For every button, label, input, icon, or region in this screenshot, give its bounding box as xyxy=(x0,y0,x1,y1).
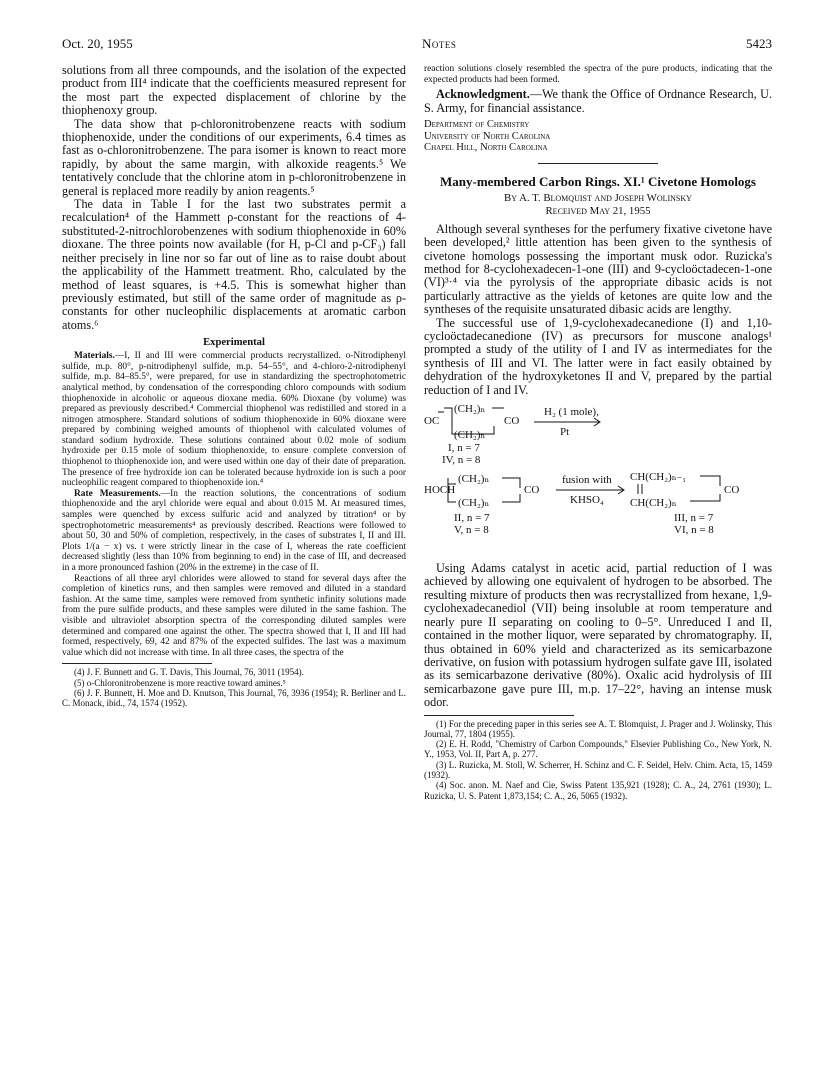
rate-heading: Rate Measurements. xyxy=(74,488,161,499)
header-date: Oct. 20, 1955 xyxy=(62,36,133,51)
right-footnotes xyxy=(424,719,772,801)
rate-text: —In the reaction solutions, the concentrations of sodium thiophenoxide and the aryl chloride were equal and about 0.015 M. At measured times, samples were quenched by excess sulfuric acid and analyzed by titration⁴ or by spectrophotometric measurements⁴ as previously described. Reactions were followed to about 50, 30 and 50% of completion, respectively, in the cases of substrates I, II and III. Plots 1/(a − x) vs. t were strictly linear in the case of I, whereas the rate coefficient decreased slightly (less than 10% from beginning to end) in the case of III, and decreased in a more pronounced fashion (20% in the extreme) in the case of II. xyxy=(62,488,406,573)
scheme-label-v: V, n = 8 xyxy=(454,524,489,537)
scheme-r1-catalyst: Pt xyxy=(560,426,570,439)
footnote-4-right: (4) Soc. anon. M. Naef and Cie, Swiss Patent 135,921 (1928); C. A., 24, 2761 (1930); L. Ruzicka, U. S. Patent 1,873,154; C. A., 26, 5065 (1932). xyxy=(424,780,772,801)
footnote-4: (4) J. F. Bunnett and G. T. Davis, This Journal, 76, 3011 (1954). xyxy=(74,667,304,678)
scheme-r2-bottom-chain: (CH₂)ₙ xyxy=(458,497,490,510)
materials-heading: Materials. xyxy=(74,351,115,362)
article-divider xyxy=(538,163,658,164)
article-title: Many-membered Carbon Rings. XI.¹ Civetone Homologs xyxy=(439,173,756,189)
materials-text: —I, II and III were commercial products recrystallized. o-Nitrodiphenyl sulfide, m.p. 80°, p-nitrodiphenyl sulfide, m.p. 54–55°, and 4-chloro-2-nitrodiphenyl sulfide, m.p. 84–85.5°, were prepared, for use in standardizing the spectrophotometric analytical method, by condensation of the corresponding chloro compounds with sodium thiophenoxide in alcoholic or aqueous dioxane media. 60% Dioxane (by volume) was prepared as previously described.⁴ Commercial thiophenol was redistilled and stored in a nitrogen atmosphere. Standard solutions of sodium thiophenoxide in 60% dioxane were prepared by combining weighed amounts of thiophenol with calculated volumes of standard sodium hydroxide. These solutions contained about 0.02 mole of sodium hydroxide per 0.15 mole of sodium thiophenoxide, to ensure complete conversion of thiophenol to thiophenoxide ion, and were used within one day of their date of preparation. The presence of free hydroxide ion can be tolerated because hydroxide ion is such a poor nucleophilic reagent compared to thiophenoxide ion.⁴ xyxy=(62,351,406,489)
left-column xyxy=(62,64,406,709)
acknowledgment-text: —We thank the Office of Ordnance Research, U. S. Army, for financial assistance. xyxy=(424,87,772,115)
article-received-date: Received May 21, 1955 xyxy=(545,204,651,217)
affiliation xyxy=(424,119,772,154)
footnote-3: (3) L. Ruzicka, M. Stoll, W. Scherrer, H. Schinz and C. F. Seidel, Helv. Chim. Acta, 15, 1459 (1932). xyxy=(424,759,772,781)
scheme-r1-reagent: H₂ (1 mole), xyxy=(544,406,599,419)
scheme-label-i: I, n = 7 xyxy=(448,442,480,455)
acknowledgment-paragraph xyxy=(424,88,772,115)
footnote-rule xyxy=(62,663,212,664)
left-paragraph-2: The data show that p-chloronitrobenzene reacts with sodium thiophenoxide, under the conditions of our experiments, 6.4 times as fast as o-chloronitrobenzene. The para isomer is known to react more rapidly, by about the same margin, with alkoxide reagents.⁵ We tentatively conclude that the chlorine atom in p-chloronitrobenzene in general is replaced more readily by anion reagents.⁵ xyxy=(62,116,406,198)
footnote-2: (2) E. H. Rodd, "Chemistry of Carbon Compounds," Elsevier Publishing Co., New York, N. Y., 1953, Vol. II, Part A, p. 277. xyxy=(424,739,772,760)
scheme-r2-reagent: fusion with xyxy=(562,474,612,487)
header-section: Notes xyxy=(422,36,457,51)
scheme-r2-hoch: HOCH xyxy=(424,484,456,497)
right-intro: reaction solutions closely resembled the spectra of the pure products, indicating that the expected products had been formed. xyxy=(424,64,772,85)
scheme-r1-top-chain: (CH₂)ₙ xyxy=(454,403,486,416)
footnote-6: (6) J. F. Bunnett, H. Moe and D. Knutson, This Journal, 76, 3936 (1954); R. Berliner and L. C. Monack, ibid., 74, 1574 (1952). xyxy=(62,687,406,709)
footnote-5: (5) o-Chloronitrobenzene is more reactive toward amines.⁵ xyxy=(74,677,286,688)
rate-paragraph xyxy=(62,489,406,574)
right-paragraph-3: Using Adams catalyst in acetic acid, partial reduction of I was achieved by allowing one equivalent of hydrogen to be absorbed. The resulting mixture of products then was recrystallized from hexane, 1,9-cyclohexadecanediol (VII) being insoluble at room temperature and nearly pure II separating on cooling to 0–5°. Unreduced I and II, contained in the mother liquor, were separated by chromatography. II, thus obtained in 60% yield and characterized as its semicarbazone derivative, on fusion with potassium hydrogen sulfate gave III, isolated as its semicarbazone derivative (80%). Oxalic acid hydrolysis of III semicarbazone gave pure III, m.p. 17–22°, having an intense musk odor. xyxy=(424,561,772,710)
article-byline: By A. T. Blomquist and Joseph Wolinsky xyxy=(504,191,692,204)
scheme-label-iii: III, n = 7 xyxy=(674,512,714,525)
scheme-r2-catalyst: KHSO₄ xyxy=(570,494,604,507)
scheme-product-co: CO xyxy=(724,484,740,497)
experimental-heading: Experimental xyxy=(203,337,265,349)
page-header xyxy=(62,36,772,52)
reactions-paragraph: Reactions of all three aryl chlorides were allowed to stand for several days after the completion of kinetics runs, and then samples were removed and diluted in a standard fashion. At the same time, samples were removed from synthetic infinity solutions made from the pure sulfide products, and these samples were diluted in the same fashion. The visible and ultraviolet absorption spectra of the corresponding diluted samples were determined and compared one against the other. The spectra showed that I, II and III had formed, respectively, 69, 42 and 87% of the expected sulfides. The last was a maximum value which did not increase with time. In all three cases, the spectra of the xyxy=(62,573,406,658)
right-footnote-rule xyxy=(424,715,574,716)
scheme-label-iv: IV, n = 8 xyxy=(442,454,481,467)
right-column xyxy=(424,64,772,801)
header-page-number: 5423 xyxy=(746,36,772,51)
scheme-r2-co: CO xyxy=(524,484,540,497)
right-paragraph-1: Although several syntheses for the perfumery fixative civetone have been developed,² little attention has been given to the synthesis of civetone homologs possessing the important musk odor. Ruzicka's method for 8-cyclohexadecen-1-one (III) and 9-cycloöctadecen-1-one (VI)³·⁴ via the pyrolysis of the appropriate dibasic acids is not particularly attractive as the yields of ketones are quite low and the syntheses of the requisite unsaturated dibasic acids are lengthy. xyxy=(424,221,772,317)
scheme-product-top: CH(CH₂)ₙ₋₁ xyxy=(630,471,687,484)
scheme-label-vi: VI, n = 8 xyxy=(674,524,714,537)
scheme-r1-co: CO xyxy=(504,415,520,428)
scheme-r2-top-chain: (CH₂)ₙ xyxy=(458,473,490,486)
left-footnotes xyxy=(62,667,406,708)
affiliation-line-3: Chapel Hill, North Carolina xyxy=(424,142,548,154)
right-paragraph-2: The successful use of 1,9-cyclohexadecanedione (I) and 1,10-cycloöctadecanedione (IV) as precursors for muscone analogs¹ prompted a study of the utility of I and IV as intermediates for the synthesis of III and VI. The latter were in fact easily obtained by dehydration of the hydroxyketones II and V, prepared by the partial reduction of I and IV. xyxy=(424,315,772,397)
footnote-1: (1) For the preceding paper in this series see A. T. Blomquist, J. Prager and J. Wolinsky, This Journal, 77, 1804 (1955). xyxy=(424,718,772,739)
left-paragraph-1: solutions from all three compounds, and the isolation of the expected product from III⁴ indicate that the coefficients measured represent for the most part the expected displacement of chlorine by the thiophenoxy group. xyxy=(62,63,406,118)
scheme-r1-oc: OC xyxy=(424,415,440,428)
affiliation-line-2: University of North Carolina xyxy=(424,130,551,142)
scheme-label-ii: II, n = 7 xyxy=(454,512,490,525)
left-paragraph-3: The data in Table I for the last two substrates permit a recalculation⁴ of the Hammett ρ-constant for the reactions of 4-substituted-2-nitrochlorobenzenes with sodium thiophenoxide in 60% dioxane. The three points now available (for H, p-Cl and p-CF₃) fall neither precisely in line nor so far out of line as to raise doubt about the applicability of the Hammett treatment. Rho, calculated by the method of least squares, is +4.5. This is somewhat higher than previously estimated, but still of the same order of magnitude as ρ-constants for other nucleophilic displacements at aromatic carbon atoms.⁶ xyxy=(62,197,406,332)
materials-paragraph xyxy=(62,351,406,489)
affiliation-line-1: Department of Chemistry xyxy=(424,119,530,130)
acknowledgment-heading: Acknowledgment. xyxy=(436,87,530,102)
scheme-product-bottom: CH(CH₂)ₙ xyxy=(630,497,677,510)
reaction-scheme xyxy=(424,400,772,558)
scheme-r1-bottom-chain: (CH₂)ₙ xyxy=(454,429,486,442)
